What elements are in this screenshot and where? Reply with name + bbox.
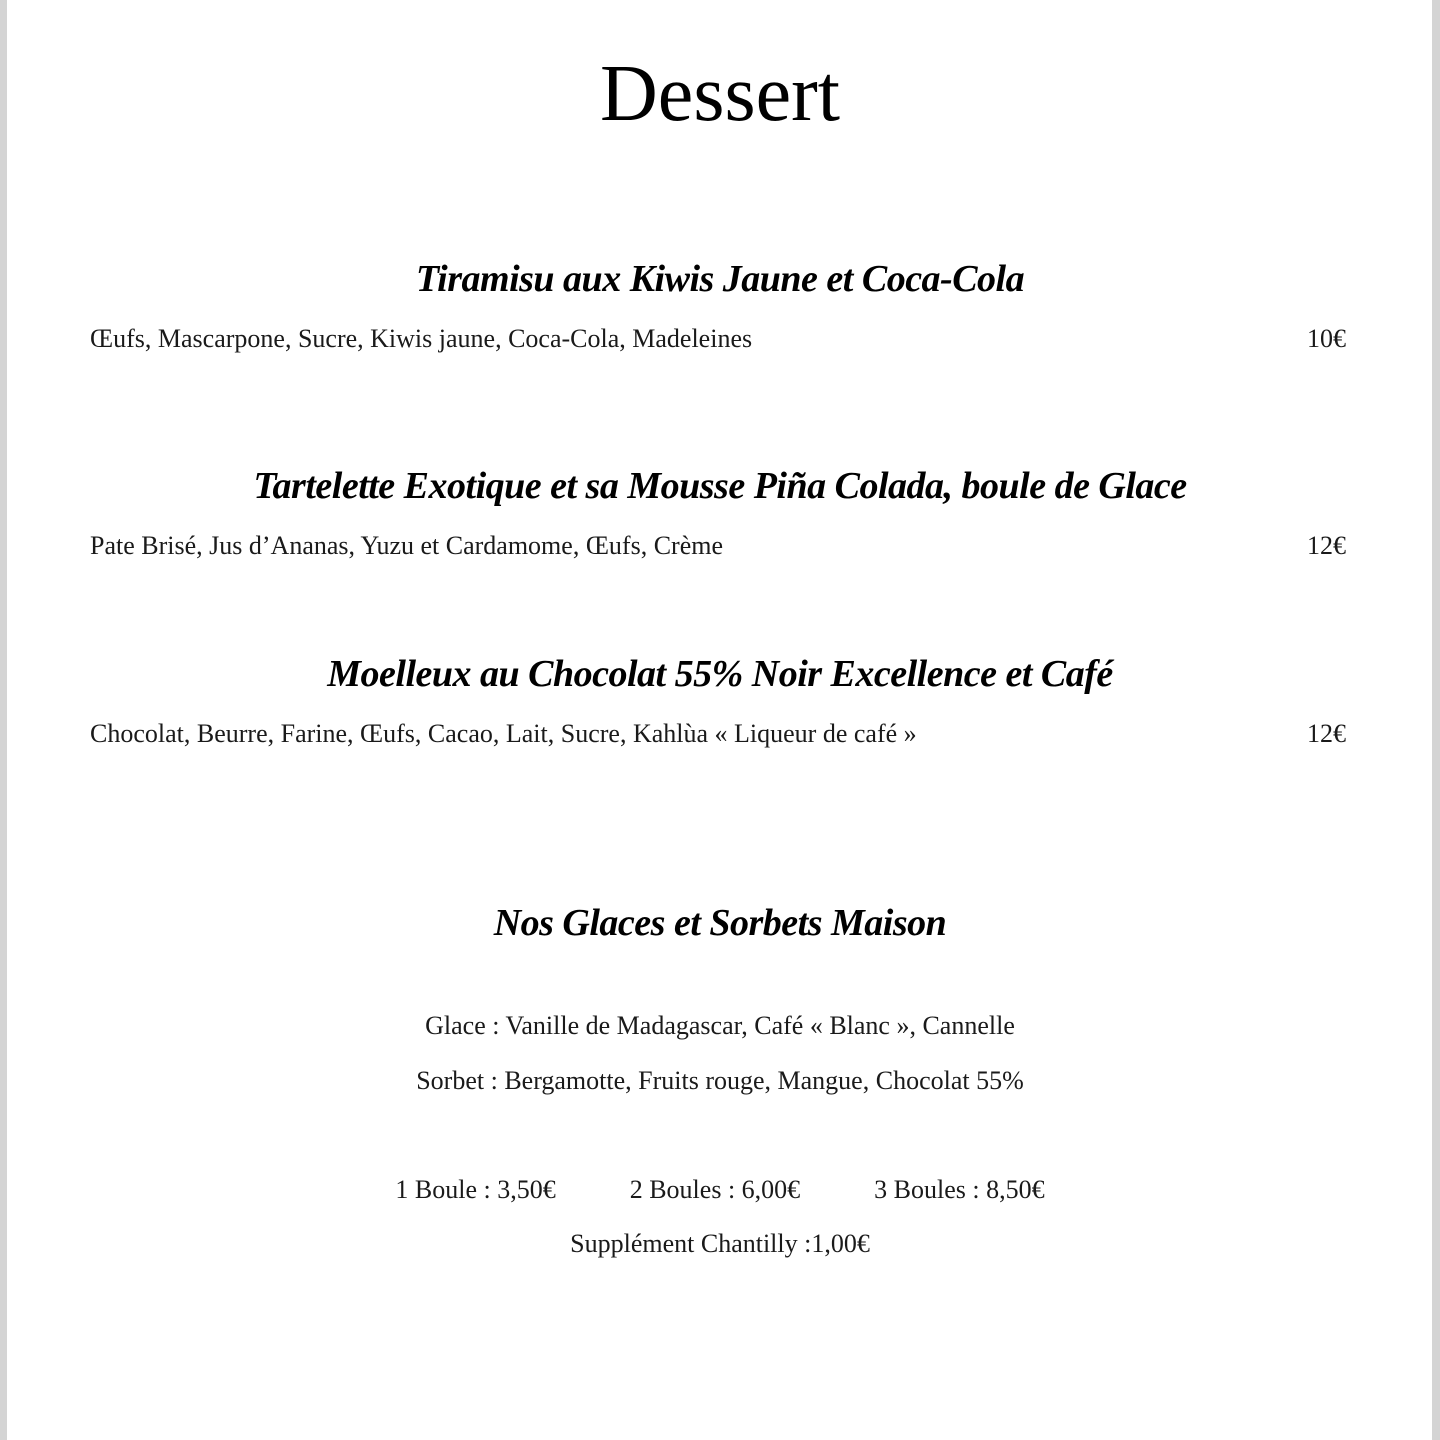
boules-prices xyxy=(0,1174,1440,1206)
price-3-boules: 3 Boules : 8,50€ xyxy=(874,1175,1045,1204)
dish-ingredients-tiramisu: Œufs, Mascarpone, Sucre, Kiwis jaune, Coca-Cola, Madeleines xyxy=(90,324,753,353)
price-2-boules: 2 Boules : 6,00€ xyxy=(629,1175,801,1204)
dish-price-tartelette: 12€ xyxy=(1307,531,1346,560)
glaces-heading: Nos Glaces et Sorbets Maison xyxy=(493,902,947,944)
dish-name-tartelette: Tartelette Exotique et sa Mousse Piña Colada, boule de Glace xyxy=(253,465,1187,507)
menu-title: Dessert xyxy=(600,50,840,138)
dish-ingredients-tartelette: Pate Brisé, Jus d’Ananas, Yuzu et Cardamome, Œufs, Crème xyxy=(90,531,724,560)
dish-price-tiramisu: 10€ xyxy=(1307,324,1346,353)
page-border-right xyxy=(1432,0,1440,1440)
dish-name-moelleux: Moelleux au Chocolat 55% Noir Excellence et Café xyxy=(327,653,1113,695)
price-1-boule: 1 Boule : 3,50€ xyxy=(395,1175,556,1204)
sorbet-flavors: Sorbet : Bergamotte, Fruits rouge, Mangue, Chocolat 55% xyxy=(416,1066,1024,1095)
dish-ingredients-moelleux: Chocolat, Beurre, Farine, Œufs, Cacao, Lait, Sucre, Kahlùa « Liqueur de café » xyxy=(90,719,917,748)
dish-price-moelleux: 12€ xyxy=(1307,719,1346,748)
page-border-left xyxy=(0,0,7,1440)
glace-flavors: Glace : Vanille de Madagascar, Café « Blanc », Cannelle xyxy=(425,1011,1015,1040)
dish-name-tiramisu: Tiramisu aux Kiwis Jaune et Coca-Cola xyxy=(415,258,1025,300)
supplement-chantilly: Supplément Chantilly :1,00€ xyxy=(570,1229,870,1258)
